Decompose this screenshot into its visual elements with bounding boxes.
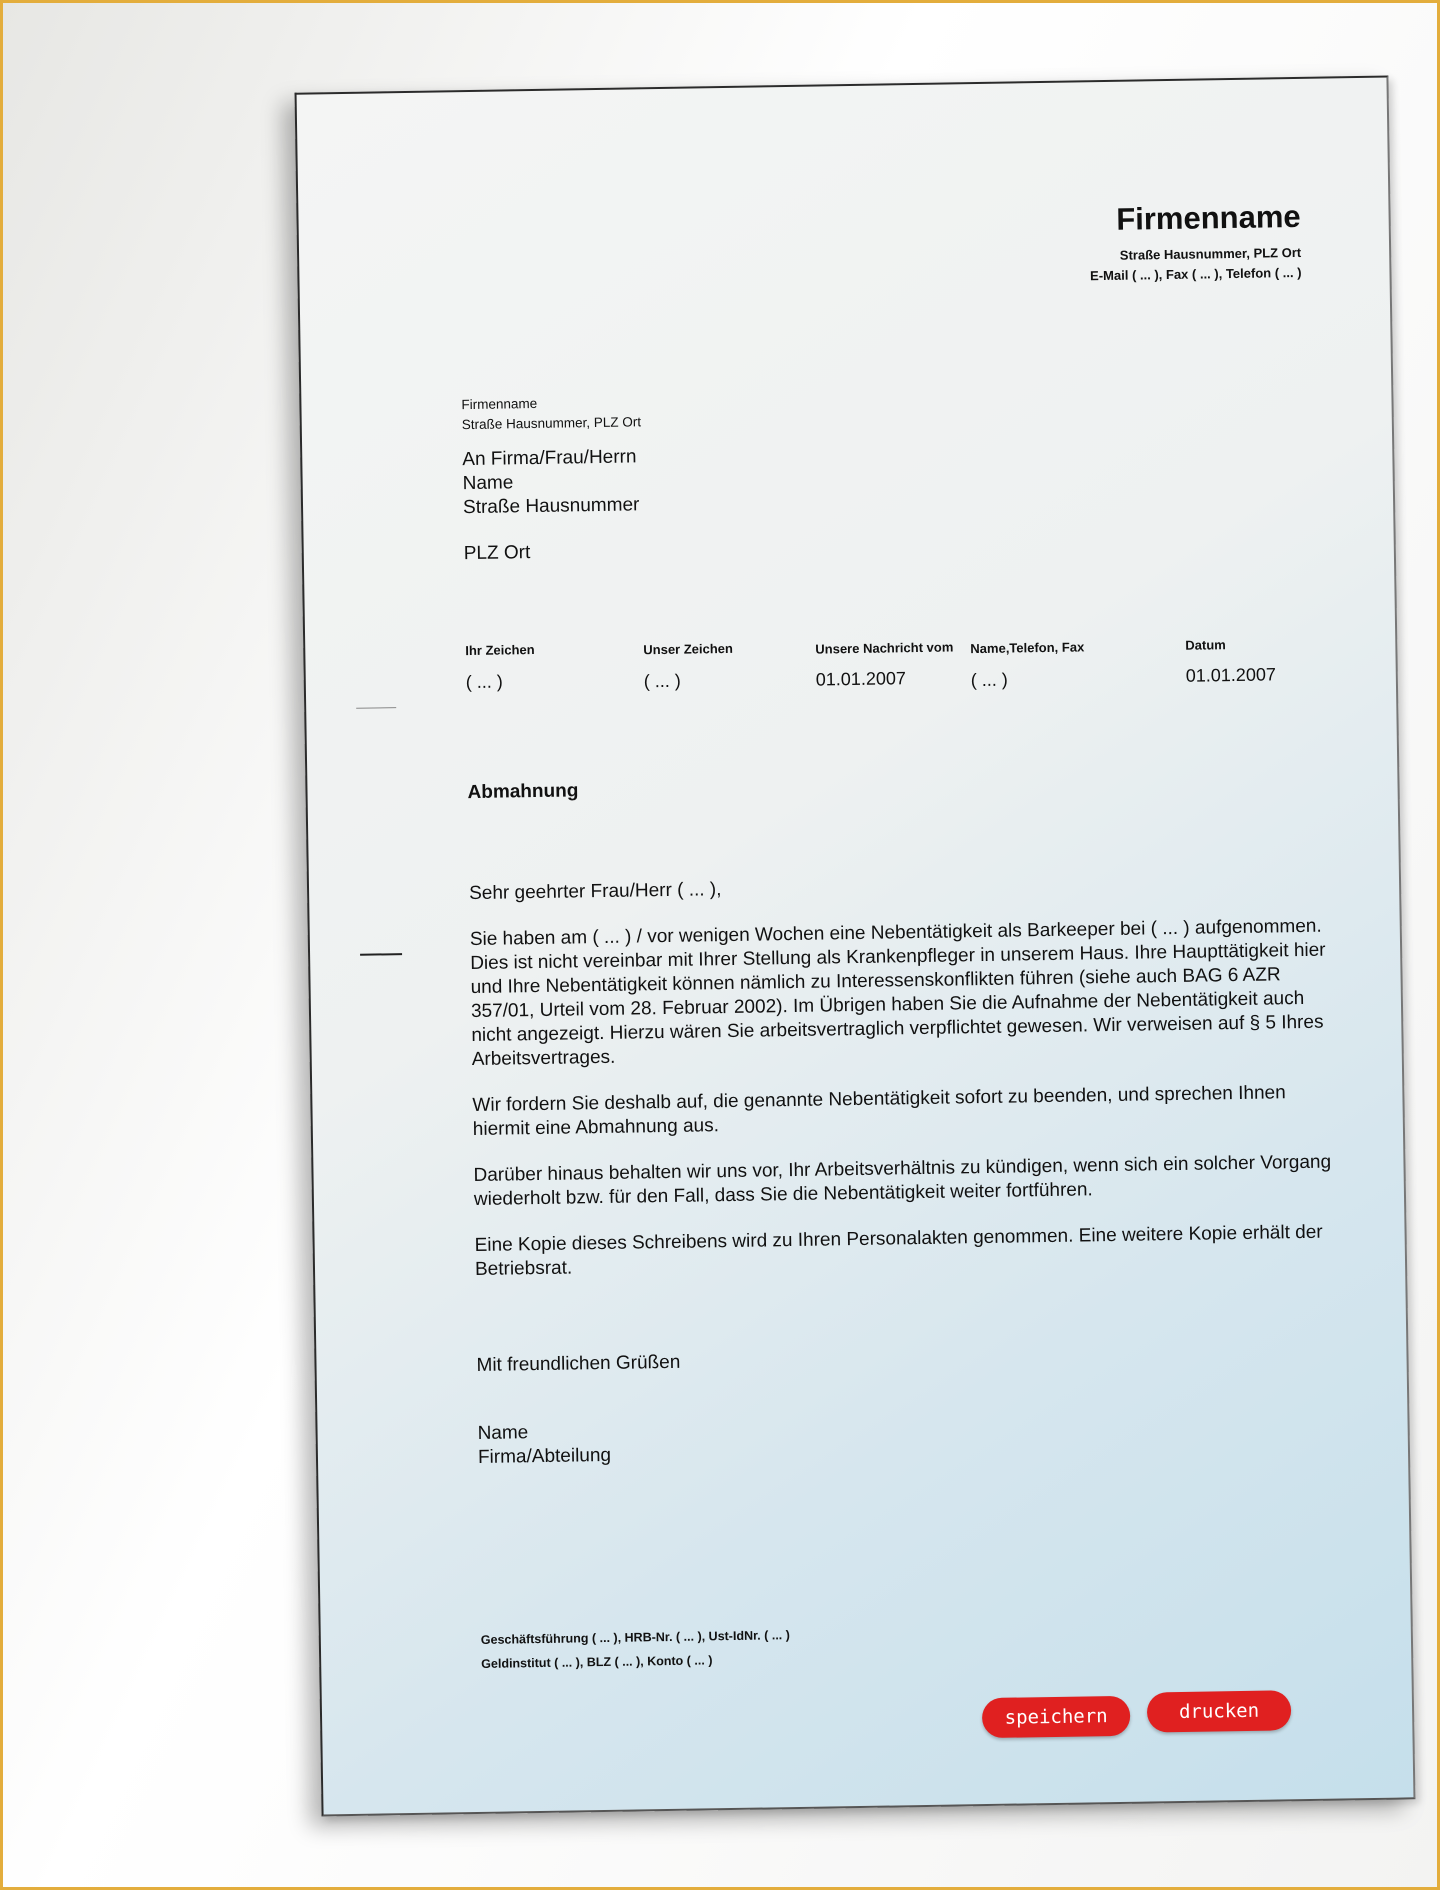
- ref-value-unser-zeichen: ( ... ): [643, 670, 681, 692]
- fold-mark-upper: [356, 707, 396, 709]
- letter-closing: Mit freundlichen Grüßen: [476, 1351, 681, 1376]
- sender-company: Firmenname: [461, 395, 538, 413]
- footer-line-2: Geldinstitut ( ... ), BLZ ( ... ), Konto ( ... ): [481, 1653, 713, 1671]
- letterhead-contact: E-Mail ( ... ), Fax ( ... ), Telefon ( ... ): [1089, 264, 1302, 284]
- ref-label-unser-zeichen: Unser Zeichen: [643, 640, 734, 658]
- ref-label-contact: Name,Telefon, Fax: [970, 639, 1085, 657]
- sender-address: Straße Hausnummer, PLZ Ort: [461, 414, 642, 433]
- letter-paragraph-3: Darüber hinaus behalten wir uns vor, Ihr Arbeitsverhältnis zu kündigen, wenn sich ein solcher Vorgang wiederholt bzw. für den Fall, dass Sie die Nebentätigkeit weiter fortführen.: [473, 1151, 1332, 1211]
- letter-paragraph-1: Sie haben am ( ... ) / vor wenigen Wochen eine Nebentätigkeit als Barkeeper bei ( ... ) aufgenommen. Dies ist nicht vereinbar mit Ihrer Stellung als Krankenpfleger in unserem Haus. Ihre Haupttätigkeit hier und Ihre Nebentätigkeit können nämlich zu Interessenskonflikten führen (siehe auch BAG 6 AZR 357/01, Urteil vom 28. Februar 2002). Im Übrigen haben Sie die Aufnahme der Nebentätigkeit auch nicht angezeigt. Hierzu wären Sie arbeitsvertraglich verpflichtet gewesen. Wir verweisen auf § 5 Ihres Arbeitsvertrages.: [469, 915, 1326, 1071]
- letterhead-company: Firmenname: [1115, 198, 1301, 237]
- signature-name: Name: [477, 1422, 529, 1444]
- ref-label-nachricht-vom: Unsere Nachricht vom: [815, 639, 954, 657]
- letter-paragraph-4: Eine Kopie dieses Schreibens wird zu Ihren Personalakten genommen. Eine weitere Kopie erhält der Betriebsrat.: [474, 1221, 1323, 1281]
- save-button[interactable]: speichern: [982, 1696, 1131, 1738]
- fold-mark-middle: [360, 953, 402, 956]
- recipient-street: Straße Hausnummer: [462, 494, 640, 519]
- letter-paragraph-2: Wir fordern Sie deshalb auf, die genannte Nebentätigkeit sofort zu beenden, und sprechen Ihnen hiermit eine Abmahnung aus.: [472, 1082, 1286, 1141]
- ref-value-ihr-zeichen: ( ... ): [465, 671, 503, 693]
- ref-label-ihr-zeichen: Ihr Zeichen: [465, 641, 535, 659]
- ref-value-datum: 01.01.2007: [1185, 664, 1277, 686]
- print-button[interactable]: drucken: [1147, 1690, 1292, 1732]
- letter-subject: Abmahnung: [467, 780, 579, 804]
- letterhead-address: Straße Hausnummer, PLZ Ort: [1119, 244, 1302, 263]
- letter-salutation: Sehr geehrter Frau/Herr ( ... ),: [468, 879, 722, 905]
- recipient-line-1: An Firma/Frau/Herrn: [462, 446, 637, 471]
- recipient-city: PLZ Ort: [463, 542, 531, 565]
- ref-value-nachricht-vom: 01.01.2007: [815, 668, 907, 690]
- ref-label-datum: Datum: [1185, 637, 1226, 653]
- recipient-name: Name: [462, 472, 514, 495]
- ref-value-contact: ( ... ): [970, 669, 1008, 691]
- signature-department: Firma/Abteilung: [477, 1444, 612, 1468]
- document-page: [295, 76, 1416, 1817]
- footer-line-1: Geschäftsführung ( ... ), HRB-Nr. ( ... ), Ust-IdNr. ( ... ): [480, 1628, 790, 1647]
